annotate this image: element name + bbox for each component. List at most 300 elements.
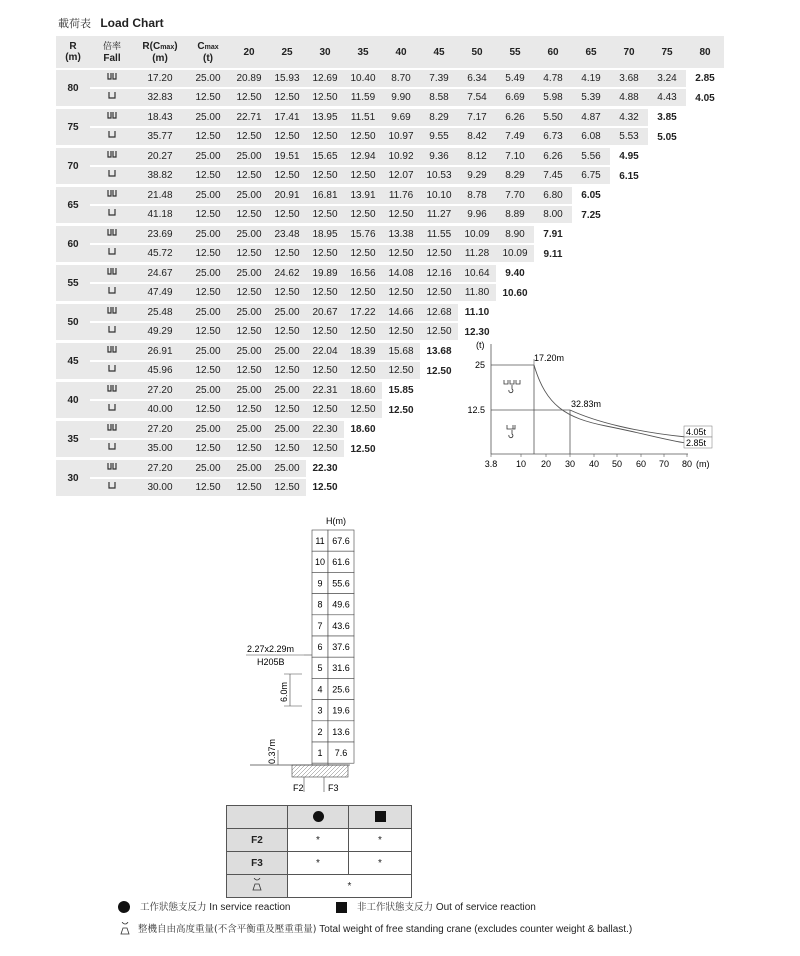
cell-value: 19.89 <box>306 264 344 284</box>
cell-value: 3.68 <box>610 69 648 88</box>
cell-value: 15.65 <box>306 147 344 167</box>
cell-rc: 45.72 <box>134 244 186 264</box>
cell-value: 7.54 <box>458 88 496 108</box>
cell-rc: 27.20 <box>134 381 186 401</box>
cell-c: 25.00 <box>186 264 230 284</box>
fall-icon <box>90 264 134 284</box>
table-row <box>56 225 724 245</box>
cell-value: 25.00 <box>230 342 268 362</box>
cell-value: 12.50 <box>382 322 420 342</box>
cell-rc: 20.27 <box>134 147 186 167</box>
cell-value: 8.89 <box>496 205 534 225</box>
fall-icon <box>90 381 134 401</box>
cell-value: 12.94 <box>344 147 382 167</box>
cell-rc: 38.82 <box>134 166 186 186</box>
table-row <box>56 303 724 323</box>
cell-value: 19.51 <box>268 147 306 167</box>
fall-icon <box>90 88 134 108</box>
section-height: 67.6 <box>332 536 350 546</box>
header-cmax: Cmax (t) <box>186 36 230 69</box>
label-f3: F3 <box>328 783 339 793</box>
fall-icon <box>90 420 134 440</box>
cell-value: 6.26 <box>496 108 534 128</box>
cell-value: 25.00 <box>230 186 268 206</box>
cell-value: 13.68 <box>420 342 458 362</box>
header-fall: 倍率 Fall <box>90 36 134 69</box>
x-tick-label: 50 <box>611 459 623 469</box>
section-height: 19.6 <box>332 705 350 716</box>
cell-c: 25.00 <box>186 381 230 401</box>
cell-value: 12.50 <box>420 322 458 342</box>
cell-value: 3.24 <box>648 69 686 88</box>
cell-value: 6.73 <box>534 127 572 147</box>
fall-icon <box>90 283 134 303</box>
cell-value: 15.85 <box>382 381 420 401</box>
cell-value: 25.00 <box>230 264 268 284</box>
cell-value: 6.26 <box>534 147 572 167</box>
label-f2: F2 <box>293 783 304 793</box>
cell-value: 6.34 <box>458 69 496 88</box>
cell-value: 12.50 <box>230 439 268 459</box>
cell-value: 4.32 <box>610 108 648 128</box>
header-radius: 20 <box>230 36 268 69</box>
cell-value: 7.91 <box>534 225 572 245</box>
weight-legend-icon <box>118 922 132 936</box>
cell-rc: 26.91 <box>134 342 186 362</box>
cell-value: 12.50 <box>382 400 420 420</box>
header-radius: 70 <box>610 36 648 69</box>
cell-value: 12.50 <box>382 205 420 225</box>
cell-value: 12.16 <box>420 264 458 284</box>
cell-value: 12.50 <box>268 439 306 459</box>
reaction-table <box>226 805 412 898</box>
fall-icon <box>90 439 134 459</box>
cell-value: 12.50 <box>268 205 306 225</box>
mast-model: H205B <box>257 657 285 667</box>
cell-value: 10.92 <box>382 147 420 167</box>
cell-rc: 47.49 <box>134 283 186 303</box>
cell-value: 12.50 <box>306 478 344 496</box>
cell-rc: 32.83 <box>134 88 186 108</box>
cell-c: 12.50 <box>186 439 230 459</box>
cell-value: 8.00 <box>534 205 572 225</box>
cell-value: 25.00 <box>230 420 268 440</box>
cell-value: 12.50 <box>230 166 268 186</box>
curve-x-ticks <box>485 454 710 469</box>
cell-value: 12.50 <box>382 244 420 264</box>
cell-rc: 45.96 <box>134 361 186 381</box>
curve-y-unit: (t) <box>476 340 485 350</box>
cell-value: 10.60 <box>496 283 534 303</box>
hook-2fall-icon <box>507 425 515 438</box>
cell-value: 4.88 <box>610 88 648 108</box>
row-radius: 65 <box>56 186 90 225</box>
cell-value: 12.50 <box>306 205 344 225</box>
cell-value: 4.95 <box>610 147 648 167</box>
curve-4fall <box>534 365 686 443</box>
cell-c: 25.00 <box>186 225 230 245</box>
cell-value: 12.50 <box>230 283 268 303</box>
cell-value: 12.50 <box>268 478 306 496</box>
cell-value: 12.50 <box>344 127 382 147</box>
cell-c: 12.50 <box>186 205 230 225</box>
cell-value: 18.60 <box>344 381 382 401</box>
cell-value: 9.96 <box>458 205 496 225</box>
cell-rc: 17.20 <box>134 69 186 88</box>
cell-value: 12.50 <box>306 283 344 303</box>
cell-rc: 27.20 <box>134 459 186 479</box>
hook-4fall-icon <box>504 380 520 393</box>
cell-value: 17.41 <box>268 108 306 128</box>
header-radius: 80 <box>686 36 724 69</box>
legend-service: 工作狀態支反力 In service reaction 非工作狀態支反力 Out of service reaction <box>118 899 536 913</box>
cell-value: 12.69 <box>306 69 344 88</box>
table-row <box>56 478 724 496</box>
tower-sections <box>304 530 354 765</box>
section-number: 5 <box>317 663 323 674</box>
cell-value: 7.70 <box>496 186 534 206</box>
cell-value: 11.80 <box>458 283 496 303</box>
cell-c: 25.00 <box>186 303 230 323</box>
cell-value: 13.38 <box>382 225 420 245</box>
cell-value: 12.50 <box>230 244 268 264</box>
cell-value: 25.00 <box>230 381 268 401</box>
cell-value: 4.78 <box>534 69 572 88</box>
x-unit: (m) <box>696 459 710 469</box>
x-tick-label: 80 <box>681 459 693 469</box>
fall-icon <box>90 400 134 420</box>
cell-value: 10.40 <box>344 69 382 88</box>
cell-value: 12.50 <box>230 400 268 420</box>
x-tick-label: 30 <box>564 459 576 469</box>
curve-2fall <box>570 410 686 437</box>
cell-value: 10.53 <box>420 166 458 186</box>
header-radius: 65 <box>572 36 610 69</box>
cell-c: 12.50 <box>186 400 230 420</box>
cell-value: 12.50 <box>344 166 382 186</box>
header-radius: 40 <box>382 36 420 69</box>
load-curve-chart <box>466 336 716 476</box>
curve-y25: 25 <box>474 360 485 370</box>
cell-value: 3.85 <box>648 108 686 128</box>
header-rcmax: R(Cmax) (m) <box>134 36 186 69</box>
fall-icon <box>90 127 134 147</box>
fall-icon <box>90 108 134 128</box>
table-row <box>56 69 724 88</box>
row-radius: 35 <box>56 420 90 459</box>
cell-rc: 35.77 <box>134 127 186 147</box>
cell-value: 12.50 <box>268 322 306 342</box>
cell-c: 25.00 <box>186 420 230 440</box>
cell-c: 12.50 <box>186 166 230 186</box>
cell-value: 12.50 <box>230 361 268 381</box>
header-r: R (m) <box>56 36 90 69</box>
table-header-row <box>56 36 724 69</box>
cell-value: 17.22 <box>344 303 382 323</box>
cell-value: 12.50 <box>344 439 382 459</box>
fall-icon <box>90 303 134 323</box>
section-number: 7 <box>317 620 323 631</box>
cell-value: 12.50 <box>230 127 268 147</box>
section-height: 55.6 <box>332 578 350 589</box>
tower-elevation-diagram <box>240 510 440 795</box>
cell-value: 5.50 <box>534 108 572 128</box>
cell-value: 9.29 <box>458 166 496 186</box>
reaction-row-f2: F2 * * <box>227 829 412 852</box>
cell-value: 10.09 <box>496 244 534 264</box>
header-radius: 60 <box>534 36 572 69</box>
header-radius: 55 <box>496 36 534 69</box>
cell-value: 22.30 <box>306 420 344 440</box>
cell-value: 11.51 <box>344 108 382 128</box>
x-tick-label: 10 <box>515 459 527 469</box>
out-of-service-icon <box>375 811 386 822</box>
cell-c: 25.00 <box>186 108 230 128</box>
in-service-icon <box>313 811 324 822</box>
cell-value: 24.62 <box>268 264 306 284</box>
cell-value: 25.00 <box>230 459 268 479</box>
cell-value: 12.50 <box>306 322 344 342</box>
cell-c: 25.00 <box>186 342 230 362</box>
in-service-legend-icon <box>118 901 130 913</box>
section-number: 6 <box>317 642 323 652</box>
cell-value: 12.50 <box>420 283 458 303</box>
cell-rc: 21.48 <box>134 186 186 206</box>
cell-value: 4.19 <box>572 69 610 88</box>
cell-value: 20.91 <box>268 186 306 206</box>
cell-value: 12.50 <box>268 400 306 420</box>
cell-value: 8.29 <box>420 108 458 128</box>
fall-icon <box>90 69 134 88</box>
out-of-service-legend-icon <box>336 902 347 913</box>
cell-value: 6.05 <box>572 186 610 206</box>
cell-value: 25.00 <box>230 303 268 323</box>
mast-size: 2.27x2.29m <box>247 644 295 654</box>
cell-value: 12.50 <box>382 361 420 381</box>
cell-value: 6.15 <box>610 166 648 186</box>
cell-value: 11.59 <box>344 88 382 108</box>
x-tick-label: 20 <box>540 459 552 469</box>
table-row <box>56 264 724 284</box>
fall-icon <box>90 361 134 381</box>
cell-value: 12.50 <box>306 88 344 108</box>
table-row <box>56 108 724 128</box>
section-length: 6.0m <box>279 681 289 702</box>
cell-value: 9.11 <box>534 244 572 264</box>
table-row <box>56 127 724 147</box>
title-cn: 載荷表 <box>58 17 91 30</box>
cell-value: 5.05 <box>648 127 686 147</box>
cell-c: 12.50 <box>186 127 230 147</box>
x-tick-label: 40 <box>588 459 600 469</box>
cell-value: 9.36 <box>420 147 458 167</box>
row-radius: 45 <box>56 342 90 381</box>
label-end-2t: 2.85t <box>686 438 707 448</box>
reaction-header-row <box>227 806 412 829</box>
cell-value: 16.81 <box>306 186 344 206</box>
cell-c: 12.50 <box>186 478 230 496</box>
cell-value: 13.91 <box>344 186 382 206</box>
cell-value: 9.90 <box>382 88 420 108</box>
cell-value: 7.39 <box>420 69 458 88</box>
cell-value: 2.85 <box>686 69 724 88</box>
cell-value: 9.40 <box>496 264 534 284</box>
cell-value: 5.53 <box>610 127 648 147</box>
cell-value: 11.76 <box>382 186 420 206</box>
cell-value: 12.50 <box>268 166 306 186</box>
cell-value: 25.00 <box>230 147 268 167</box>
cell-value: 18.39 <box>344 342 382 362</box>
fall-icon <box>90 342 134 362</box>
cell-value: 12.50 <box>344 205 382 225</box>
table-row <box>56 147 724 167</box>
header-radius: 75 <box>648 36 686 69</box>
cell-value: 11.28 <box>458 244 496 264</box>
table-row <box>56 166 724 186</box>
cell-value: 10.09 <box>458 225 496 245</box>
table-row <box>56 88 724 108</box>
cell-value: 25.00 <box>268 381 306 401</box>
cell-value: 15.93 <box>268 69 306 88</box>
cell-value: 12.30 <box>458 322 496 342</box>
cell-c: 12.50 <box>186 88 230 108</box>
cell-value: 9.55 <box>420 127 458 147</box>
cell-value: 10.64 <box>458 264 496 284</box>
cell-value: 14.08 <box>382 264 420 284</box>
cell-value: 25.00 <box>268 459 306 479</box>
section-height: 25.6 <box>332 684 350 695</box>
label-end-4t: 4.05t <box>686 427 707 437</box>
cell-c: 12.50 <box>186 361 230 381</box>
cell-value: 12.50 <box>306 244 344 264</box>
cell-value: 12.50 <box>230 322 268 342</box>
cell-value: 22.71 <box>230 108 268 128</box>
title-en: Load Chart <box>100 16 164 30</box>
cell-value: 12.50 <box>306 127 344 147</box>
cell-value: 6.08 <box>572 127 610 147</box>
cell-value: 12.50 <box>306 361 344 381</box>
section-number: 2 <box>317 726 323 737</box>
header-radius: 25 <box>268 36 306 69</box>
row-radius: 60 <box>56 225 90 264</box>
cell-value: 15.76 <box>344 225 382 245</box>
cell-value: 8.78 <box>458 186 496 206</box>
section-number: 4 <box>317 684 323 695</box>
cell-value: 4.05 <box>686 88 724 108</box>
row-radius: 30 <box>56 459 90 497</box>
table-row <box>56 186 724 206</box>
row-radius: 70 <box>56 147 90 186</box>
cell-rc: 49.29 <box>134 322 186 342</box>
section-number: 3 <box>317 705 323 716</box>
cell-value: 4.87 <box>572 108 610 128</box>
cell-value: 14.66 <box>382 303 420 323</box>
base-height: 0.37m <box>267 738 277 764</box>
table-row <box>56 283 724 303</box>
cell-value: 12.50 <box>344 322 382 342</box>
cell-value: 10.10 <box>420 186 458 206</box>
section-number: 8 <box>317 599 323 610</box>
section-number: 11 <box>315 536 325 546</box>
section-height: 13.6 <box>332 726 350 737</box>
cell-value: 10.97 <box>382 127 420 147</box>
cell-value: 12.50 <box>344 361 382 381</box>
cell-value: 12.50 <box>306 439 344 459</box>
cell-value: 12.50 <box>230 205 268 225</box>
section-height: 31.6 <box>332 663 350 674</box>
section-height: 49.6 <box>332 599 350 610</box>
cell-value: 6.80 <box>534 186 572 206</box>
cell-value: 6.75 <box>572 166 610 186</box>
cell-value: 7.25 <box>572 205 610 225</box>
cell-value: 12.50 <box>268 283 306 303</box>
cell-value: 12.50 <box>382 283 420 303</box>
table-row <box>56 244 724 264</box>
header-radius: 30 <box>306 36 344 69</box>
x-tick-label: 60 <box>635 459 647 469</box>
cell-value: 15.68 <box>382 342 420 362</box>
cell-value: 12.50 <box>268 127 306 147</box>
row-radius: 40 <box>56 381 90 420</box>
label-17-20m: 17.20m <box>534 353 565 363</box>
cell-value: 22.30 <box>306 459 344 479</box>
label-32-83m: 32.83m <box>571 399 602 409</box>
fall-icon <box>90 166 134 186</box>
table-row <box>56 205 724 225</box>
section-height: 37.6 <box>332 642 350 652</box>
reaction-row-weight: * <box>227 875 412 898</box>
cell-rc: 24.67 <box>134 264 186 284</box>
cell-value: 20.67 <box>306 303 344 323</box>
cell-value: 11.27 <box>420 205 458 225</box>
cell-value: 12.50 <box>420 361 458 381</box>
cell-rc: 40.00 <box>134 400 186 420</box>
cell-value: 5.39 <box>572 88 610 108</box>
section-number: 10 <box>314 557 326 568</box>
cell-value: 18.60 <box>344 420 382 440</box>
cell-c: 25.00 <box>186 147 230 167</box>
cell-value: 22.04 <box>306 342 344 362</box>
row-radius: 75 <box>56 108 90 147</box>
header-radius: 50 <box>458 36 496 69</box>
cell-value: 12.50 <box>344 283 382 303</box>
cell-c: 25.00 <box>186 186 230 206</box>
cell-value: 8.12 <box>458 147 496 167</box>
section-height: 61.6 <box>332 557 350 568</box>
section-height: 43.6 <box>332 620 350 631</box>
cell-c: 12.50 <box>186 244 230 264</box>
fall-icon <box>90 186 134 206</box>
x-tick-label: 3.8 <box>484 459 498 469</box>
cell-value: 12.50 <box>268 244 306 264</box>
legend-weight: 整機自由高度重量(不含平衡重及壓重重量) Total weight of free standing crane (excludes counter weight & ballast.) <box>118 921 632 936</box>
cell-value: 12.50 <box>268 361 306 381</box>
fall-icon <box>90 459 134 479</box>
cell-value: 7.49 <box>496 127 534 147</box>
cell-value: 16.56 <box>344 264 382 284</box>
cell-value: 12.50 <box>420 244 458 264</box>
cell-value: 23.48 <box>268 225 306 245</box>
row-radius: 50 <box>56 303 90 342</box>
fall-icon <box>90 322 134 342</box>
section-height: 7.6 <box>334 748 348 758</box>
x-tick-label: 70 <box>658 459 670 469</box>
curve-y125: 12.5 <box>467 405 485 415</box>
cell-value: 5.49 <box>496 69 534 88</box>
load-chart-title <box>58 15 164 31</box>
cell-rc: 30.00 <box>134 478 186 496</box>
fall-icon <box>90 205 134 225</box>
